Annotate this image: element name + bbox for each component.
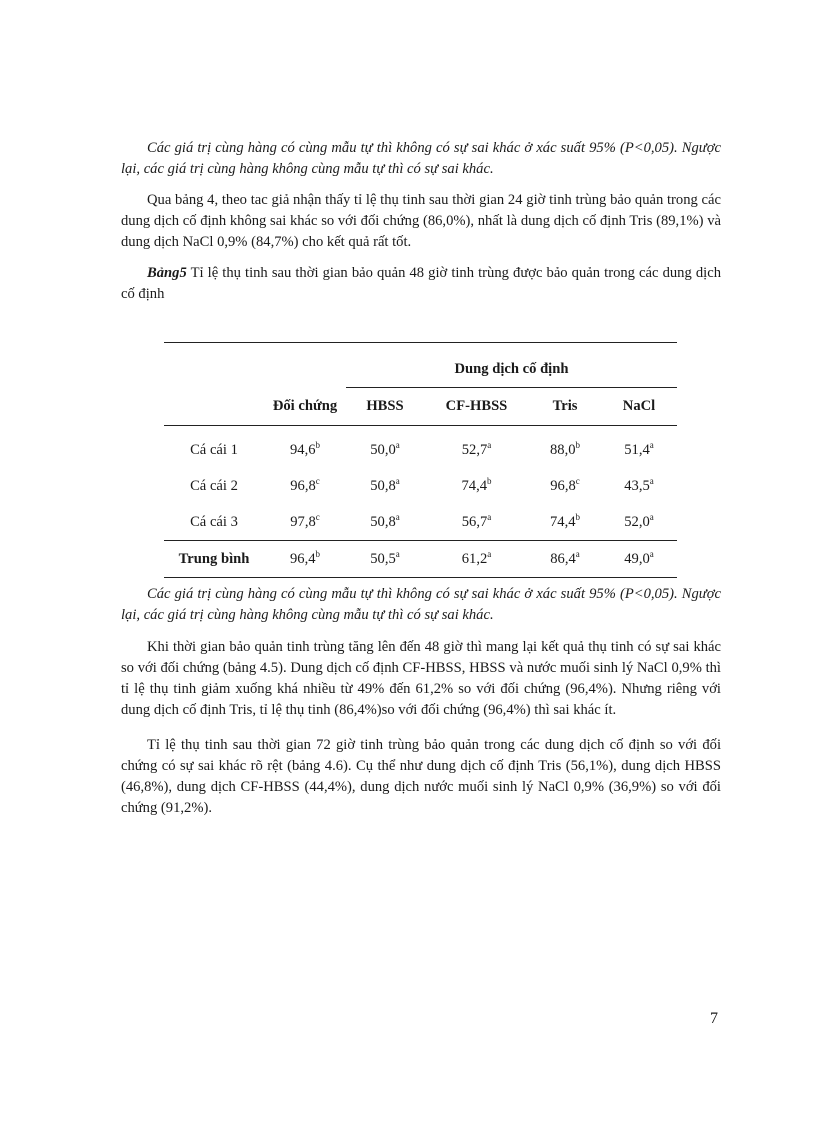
table-header-row — [164, 388, 677, 426]
table-cell: 43,5$^a$ — [624, 475, 654, 494]
table-row — [164, 468, 677, 504]
group-header: Dung dịch cố định — [346, 343, 677, 388]
column-header: CF-HBSS — [424, 388, 529, 426]
table-cell: 56,7$^a$ — [461, 511, 492, 530]
table-cell: 52,7$^a$ — [461, 439, 492, 458]
table-cell: 50,5$^a$ — [346, 541, 424, 578]
paragraph-table4-discussion: Qua bảng 4, theo tac giả nhận thấy tỉ lệ thụ tinh sau thời gian 24 giờ tinh trùng bảo quản trong các dung dịch cố định không sai khác so với đối chứng (86,0%), nhất là dung dịch cố định Tris (89,1%) và dung dịch NaCl 0,9% (84,7%) cho kết quả rất tốt. — [121, 192, 721, 250]
significance-note-bottom: Các giá trị cùng hàng có cùng mẫu tự thì không có sự sai khác ở xác suất 95% (P<0,05). Ngược lại, các giá trị cùng hàng không cùng mẫu tự thì có sự sai khác. — [121, 586, 721, 623]
column-header: NaCl — [601, 388, 677, 426]
table-cell: 50,8$^a$ — [370, 511, 400, 530]
paragraph-48h-discussion: Khi thời gian bảo quản tinh trùng tăng lên đến 48 giờ thì mang lại kết quả thụ tinh có sự sai khác so với đối chứng (bảng 4.5). Dung dịch cố định CF-HBSS, HBSS và nước muối sinh lý NaCl 0,9% thì tỉ lệ thụ tinh giảm xuống khá nhiều từ 49% đến 61,2% so với đối chứng (96,4%). Nhưng riêng với dung dịch cố định Tris, tỉ lệ thụ tinh (86,4%)so với đối chứng (96,4%) thì sai khác ít. — [121, 639, 721, 718]
fertilization-table — [164, 342, 677, 578]
table-row — [164, 426, 677, 469]
page-number: 7 — [710, 1010, 718, 1027]
table-cell: 97,8$^c$ — [290, 511, 320, 530]
row-label: Cá cái 2 — [190, 477, 238, 494]
significance-note-top: Các giá trị cùng hàng có cùng mẫu tự thì không có sự sai khác ở xác suất 95% (P<0,05). Ngược lại, các giá trị cùng hàng không cùng mẫu tự thì có sự sai khác. — [121, 140, 721, 177]
table-cell: 74,4$^b$ — [549, 511, 581, 530]
table-cell: 51,4$^a$ — [624, 439, 654, 458]
paragraph-72h-discussion: Tỉ lệ thụ tinh sau thời gian 72 giờ tinh trùng bảo quản trong các dung dịch cố định so với đối chứng có sự sai khác rõ rệt (bảng 4.6). Cụ thể như dung dịch cố định Tris (56,1%), dung dịch HBSS (46,8%), dung dịch CF-HBSS (44,4%), dung dịch nước muối sinh lý NaCl 0,9% (36,9%) so với đối chứng (91,2%). — [121, 737, 721, 816]
table-cell: 96,8$^c$ — [290, 475, 320, 494]
table-cell: 96,8$^c$ — [550, 475, 580, 494]
row-label: Cá cái 1 — [190, 441, 238, 458]
table-cell: 49,0$^a$ — [601, 541, 677, 578]
table-cell: 74,4$^b$ — [461, 475, 492, 494]
table-caption — [121, 263, 721, 305]
document-page — [121, 138, 721, 819]
table-caption-text: Tỉ lệ thụ tinh sau thời gian bảo quản 48 giờ tinh trùng được bảo quản trong các dung dịch cố định — [121, 265, 721, 302]
table-cell: 88,0$^b$ — [549, 439, 581, 458]
table-cell: 61,2$^a$ — [424, 541, 529, 578]
column-header: HBSS — [346, 388, 424, 426]
table-average-row — [164, 541, 677, 578]
table-cell: 50,0$^a$ — [370, 439, 400, 458]
table-cell: 86,4$^a$ — [529, 541, 601, 578]
table-row — [164, 504, 677, 541]
table-group-header-row — [164, 343, 677, 388]
row-label: Trung bình — [164, 541, 264, 578]
table-caption-label: Bảng5 — [147, 265, 187, 281]
row-label: Cá cái 3 — [190, 513, 238, 530]
table-cell: 96,4$^b$ — [264, 541, 346, 578]
column-header: Đối chứng — [264, 388, 346, 426]
table-cell: 94,6$^b$ — [289, 439, 321, 458]
column-header: Tris — [529, 388, 601, 426]
table-cell: 50,8$^a$ — [370, 475, 400, 494]
table-cell: 52,0$^a$ — [624, 511, 654, 530]
